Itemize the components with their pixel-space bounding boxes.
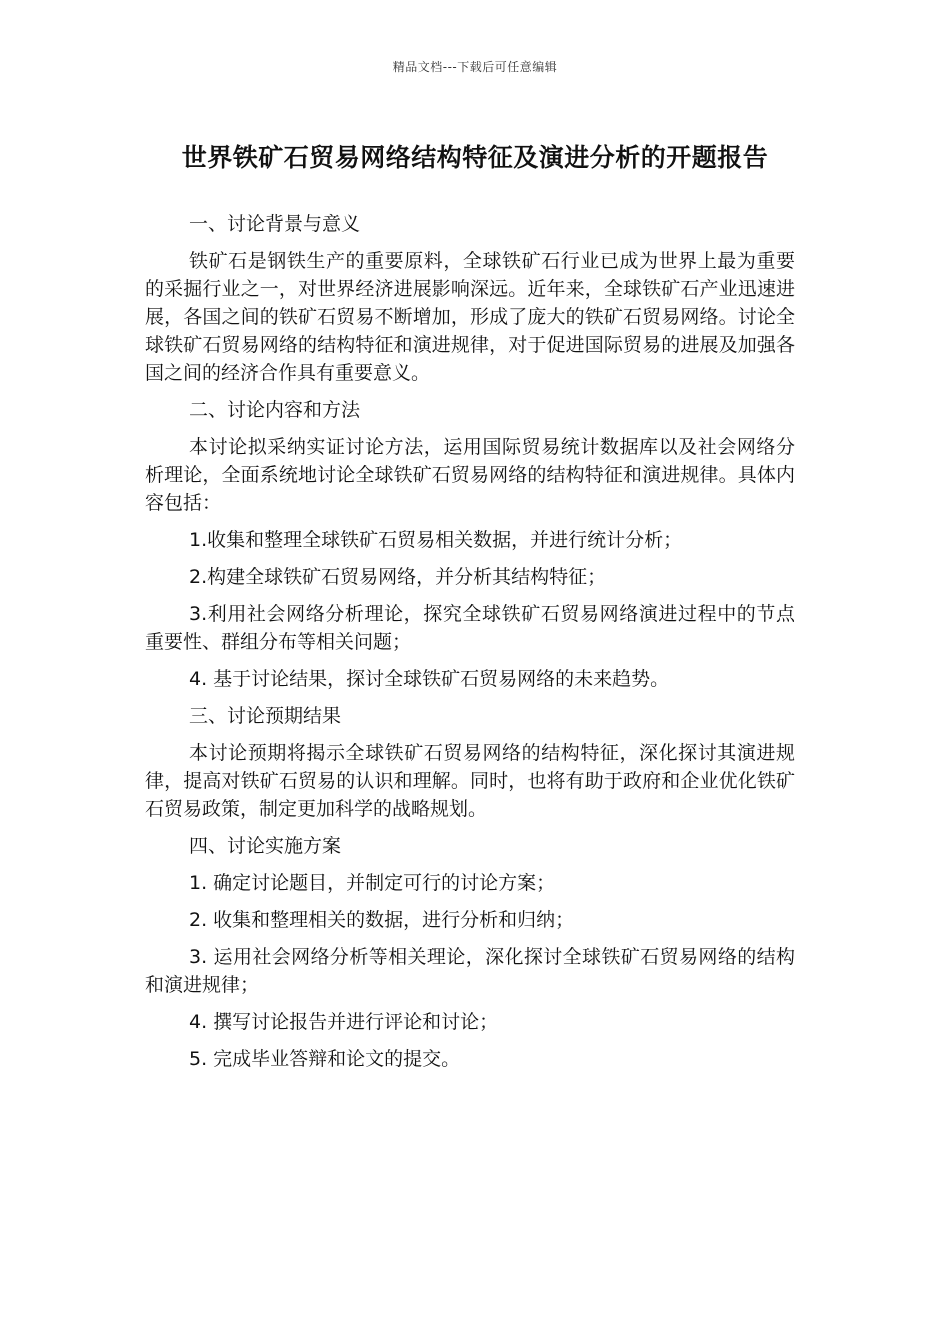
document-title: 世界铁矿石贸易网络结构特征及演进分析的开题报告 <box>181 143 769 172</box>
list-item-content-3: 3.利用社会网络分析理论，探究全球铁矿石贸易网络演进过程中的节点重要性、群组分布等相关问题； <box>145 603 795 653</box>
list-item-plan-3: 3. 运用社会网络分析等相关理论，深化探讨全球铁矿石贸易网络的结构和演进规律； <box>145 946 795 996</box>
list-item-plan-1: 1. 确定讨论题目，并制定可行的讨论方案； <box>189 872 556 894</box>
document-body <box>145 210 795 1082</box>
section-heading-content-methods: 二、讨论内容和方法 <box>189 399 361 421</box>
list-item-plan-4: 4. 撰写讨论报告并进行评论和讨论； <box>189 1011 499 1033</box>
list-item-content-1: 1.收集和整理全球铁矿石贸易相关数据，并进行统计分析； <box>189 529 683 551</box>
section-heading-background: 一、讨论背景与意义 <box>189 213 361 235</box>
paragraph-expected-results: 本讨论预期将揭示全球铁矿石贸易网络的结构特征，深化探讨其演进规律，提高对铁矿石贸易的认识和理解。同时，也将有助于政府和企业优化铁矿石贸易政策，制定更加科学的战略规划。 <box>145 742 795 820</box>
section-heading-expected-results: 三、讨论预期结果 <box>189 705 342 727</box>
section-heading-implementation: 四、讨论实施方案 <box>189 835 342 857</box>
list-item-content-2: 2.构建全球铁矿石贸易网络，并分析其结构特征； <box>189 566 607 588</box>
list-item-plan-2: 2. 收集和整理相关的数据，进行分析和归纳； <box>189 909 575 931</box>
list-item-plan-5: 5. 完成毕业答辩和论文的提交。 <box>189 1048 461 1070</box>
paragraph-methods: 本讨论拟采纳实证讨论方法，运用国际贸易统计数据库以及社会网络分析理论，全面系统地讨论全球铁矿石贸易网络的结构特征和演进规律。具体内容包括： <box>145 436 795 514</box>
header-note: 精品文档---下载后可任意编辑 <box>392 60 558 74</box>
list-item-content-4: 4. 基于讨论结果，探讨全球铁矿石贸易网络的未来趋势。 <box>189 668 670 690</box>
paragraph-background: 铁矿石是钢铁生产的重要原料，全球铁矿石行业已成为世界上最为重要的采掘行业之一，对世界经济进展影响深远。近年来，全球铁矿石产业迅速进展，各国之间的铁矿石贸易不断增加，形成了庞大的铁矿石贸易网络。讨论全球铁矿石贸易网络的结构特征和演进规律，对于促进国际贸易的进展及加强各国之间的经济合作具有重要意义。 <box>145 250 795 384</box>
